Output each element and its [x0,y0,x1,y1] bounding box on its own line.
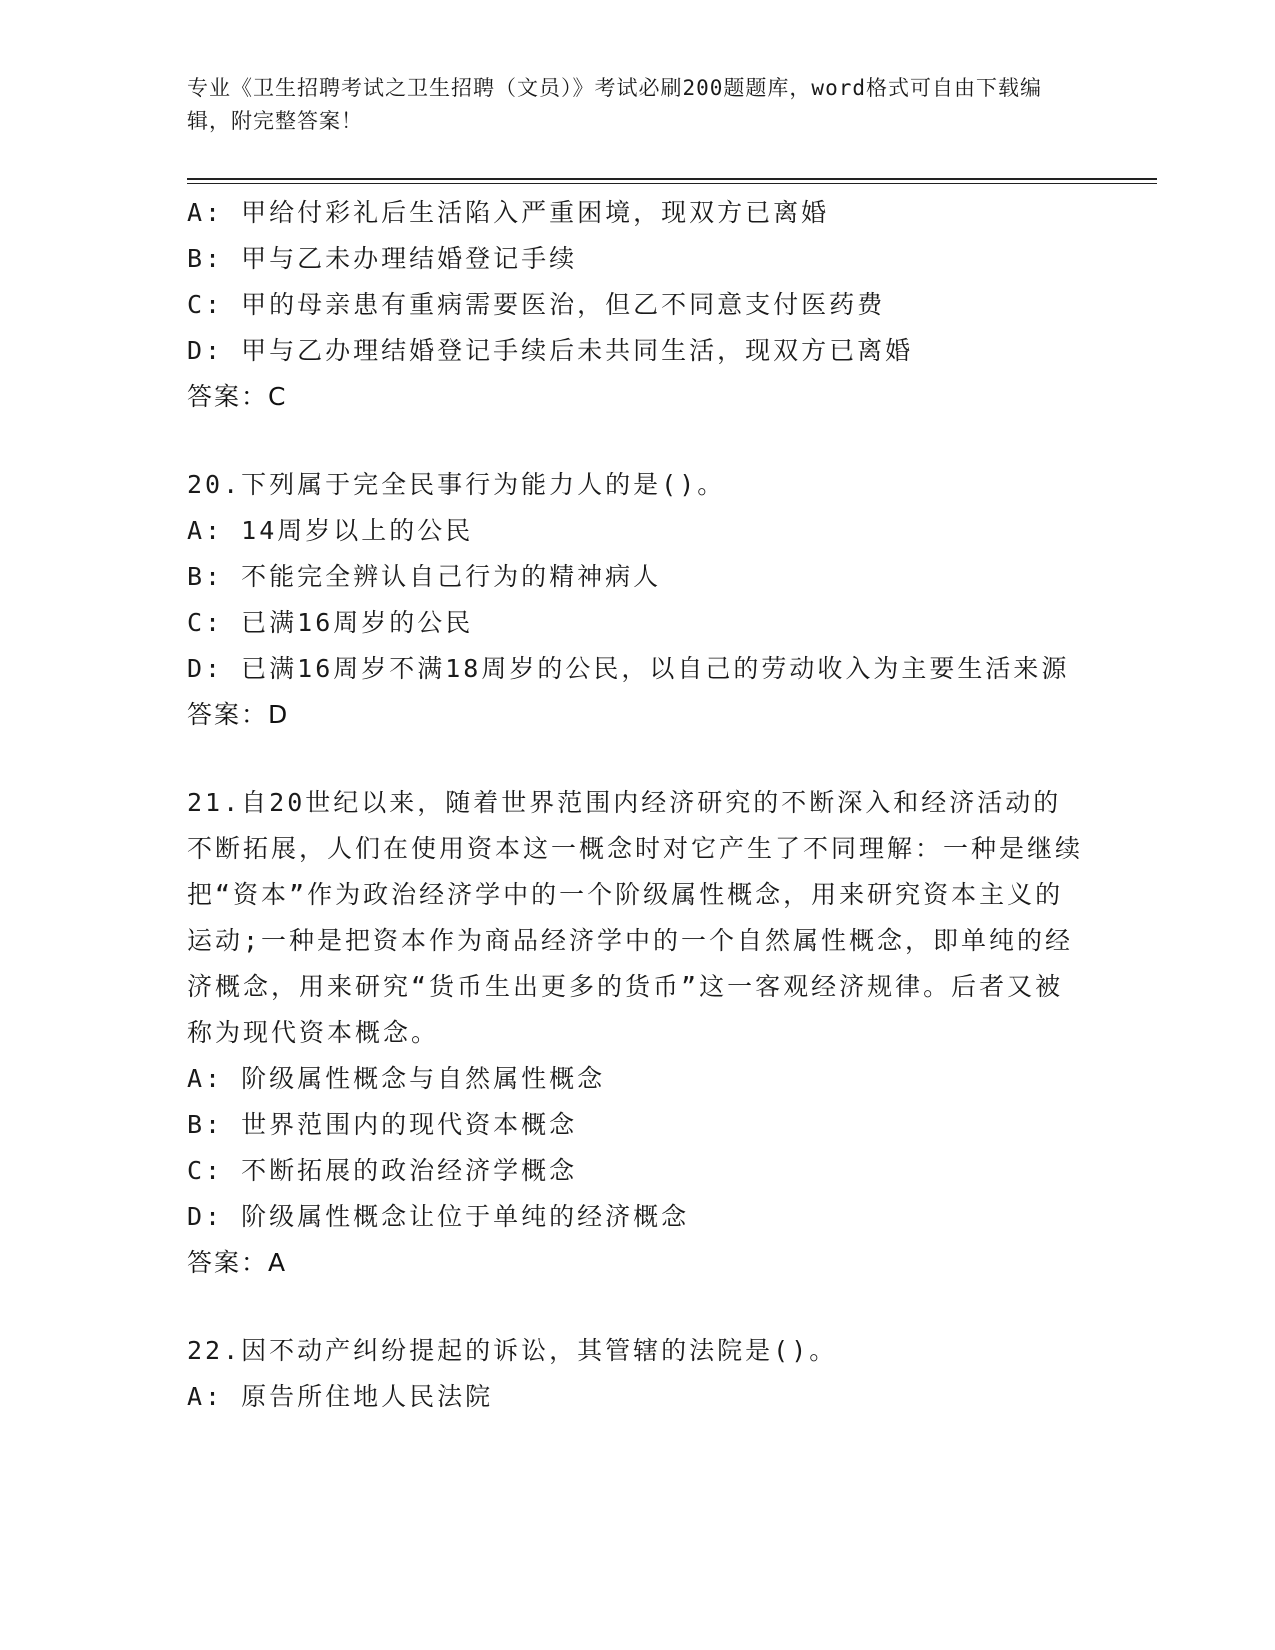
option-c: C: 已满16周岁的公民 [187,608,474,637]
option-a: A: 14周岁以上的公民 [187,516,474,545]
spacer [187,738,1087,780]
question-21 [187,780,1087,1286]
spacer [187,420,1087,462]
option-d: D: 甲与乙办理结婚登记手续后未共同生活，现双方已离婚 [187,336,914,365]
option-d: D: 阶级属性概念让位于单纯的经济概念 [187,1202,690,1231]
document-header: 专业《卫生招聘考试之卫生招聘（文员）》考试必刷200题题库，word格式可自由下载编辑，附完整答案！ [187,76,1042,133]
question-content [187,190,1087,1420]
header-divider-thin [187,183,1157,184]
option-a: A: 甲给付彩礼后生活陷入严重困境，现双方已离婚 [187,198,830,227]
option-b: B: 世界范围内的现代资本概念 [187,1110,578,1139]
question-stem: 22.因不动产纠纷提起的诉讼，其管辖的法院是()。 [187,1336,838,1365]
option-c: C: 不断拓展的政治经济学概念 [187,1156,578,1185]
option-b: B: 甲与乙未办理结婚登记手续 [187,244,578,273]
question-19 [187,190,1087,420]
answer: 答案：D [187,700,290,729]
answer: 答案：A [187,1248,288,1277]
option-d: D: 已满16周岁不满18周岁的公民，以自己的劳动收入为主要生活来源 [187,654,1070,683]
question-22 [187,1328,1087,1420]
option-b: B: 不能完全辨认自己行为的精神病人 [187,562,662,591]
option-a: A: 阶级属性概念与自然属性概念 [187,1064,606,1093]
question-stem: 21.自20世纪以来，随着世界范围内经济研究的不断深入和经济活动的不断拓展，人们在使用资本这一概念时对它产生了不同理解：一种是继续把“资本”作为政治经济学中的一个阶级属性概念，用来研究资本主义的运动;一种是把资本作为商品经济学中的一个自然属性概念，即单纯的经济概念，用来研究“货币生出更多的货币”这一客观经济规律。后者又被称为现代资本概念。 [187,788,1084,1047]
header-divider-thick [187,178,1157,180]
answer: 答案：C [187,382,288,411]
spacer [187,1286,1087,1328]
option-c: C: 甲的母亲患有重病需要医治，但乙不同意支付医药费 [187,290,886,319]
option-a: A: 原告所住地人民法院 [187,1382,494,1411]
question-20 [187,462,1087,738]
question-stem: 20.下列属于完全民事行为能力人的是()。 [187,470,726,499]
